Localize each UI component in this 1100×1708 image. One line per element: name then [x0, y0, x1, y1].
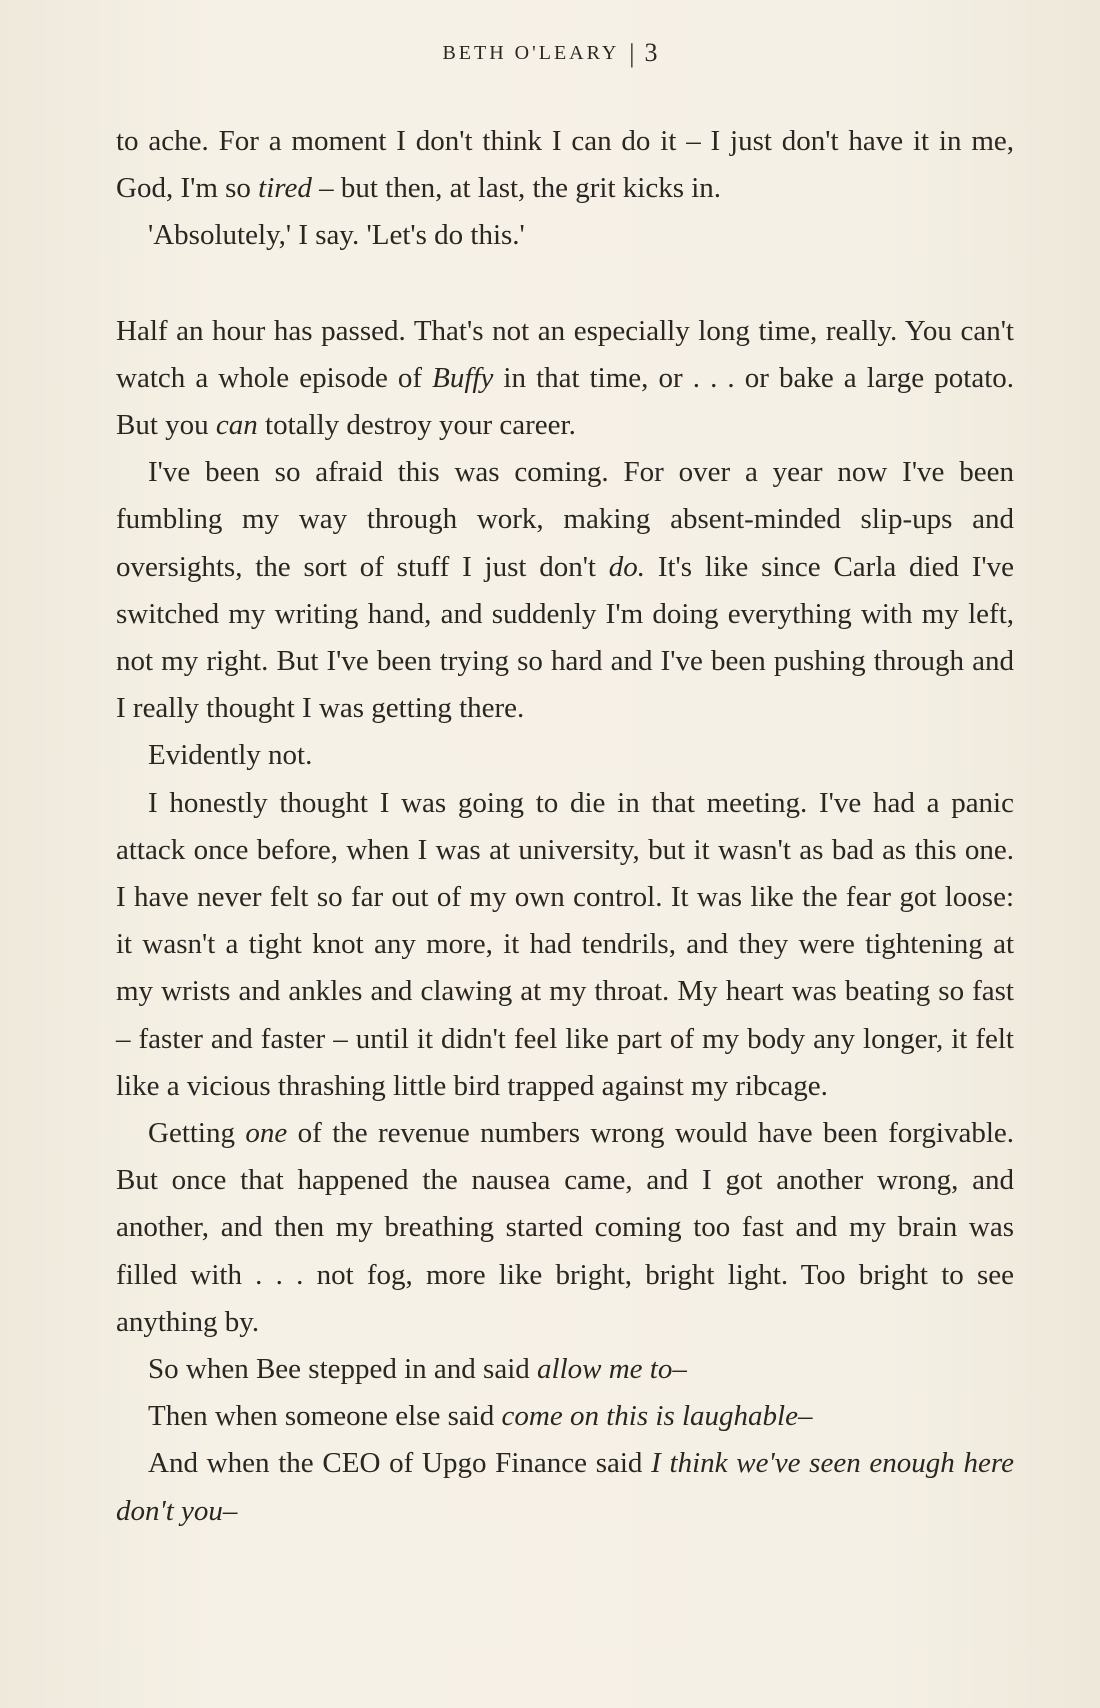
paragraph-p4	[116, 449, 1014, 732]
italic-text: allow me to–	[537, 1353, 687, 1386]
paragraph-p3	[116, 308, 1014, 450]
paragraph-p1	[116, 118, 1014, 212]
header-separator: |	[629, 39, 635, 68]
italic-text: Buffy	[432, 361, 494, 394]
paragraph-p7	[116, 1110, 1014, 1346]
text-run: So when Bee stepped in and said	[148, 1353, 538, 1386]
italic-text: come on this is laughable–	[501, 1400, 813, 1433]
paragraph-p5	[116, 732, 1014, 779]
text-run: I honestly thought I was going to die in that meeting. I've had a panic attack once before, when I was at university, but it wasn't as bad as this one. I have never felt so far out of my own control. It was like the fear got loose: it wasn't a tight knot any more, it had tendrils, and they were tightening at my wrists and ankles and clawing at my throat. My heart was beating so fast – faster and faster – until it didn't feel like part of my body any longer, it felt like a vicious thrashing little bird trapped against my ribcage.	[116, 786, 1014, 1102]
text-run: in that time, or . . . or bake a large potato. But you	[116, 361, 1014, 442]
italic-text: can	[215, 409, 258, 442]
paragraph-p6	[116, 780, 1014, 1110]
text-run: Evidently not.	[148, 739, 313, 772]
italic-text: I think we've seen enough here don't you–	[116, 1447, 1014, 1527]
text-run: – but then, at last, the grit kicks in.	[311, 172, 722, 205]
text-run: Getting	[148, 1117, 246, 1150]
paragraph-p8	[116, 1346, 1014, 1393]
text-run: of the revenue numbers wrong would have been forgivable. But once that happened the nausea came, and I got another wrong, and another, and then my breathing started coming too fast and my brain was filled with . . . not fog, more like bright, bright light. Too bright to see anything by.	[116, 1117, 1014, 1338]
page-number: 3	[644, 38, 658, 67]
running-header	[0, 38, 1100, 69]
header-author: BETH O'LEARY	[442, 42, 620, 64]
body-text	[116, 118, 1014, 1535]
text-run: And when the CEO of Upgo Finance said	[148, 1447, 652, 1480]
paragraph-p2	[116, 212, 1014, 259]
text-run: Then when someone else said	[148, 1400, 502, 1433]
text-run: to ache. For a moment I don't think I can do it – I just don't have it in me, God, I'm so	[116, 125, 1014, 205]
text-run: 'Absolutely,' I say. 'Let's do this.'	[148, 219, 525, 252]
italic-text: tired	[258, 172, 312, 205]
paragraph-p10	[116, 1440, 1014, 1534]
text-run: I've been so afraid this was coming. For over a year now I've been fumbling my way through work, making absent-minded slip-ups and oversights, the sort of stuff I just don't	[116, 456, 1014, 583]
italic-text: do.	[608, 550, 646, 583]
italic-text: one	[245, 1117, 288, 1150]
text-run: totally destroy your career.	[257, 409, 576, 442]
paragraph-p9	[116, 1393, 1014, 1440]
text-run: Half an hour has passed. That's not an especially long time, really. You can't watch a whole episode of	[116, 314, 1014, 394]
text-run: It's like since Carla died I've switched my writing hand, and suddenly I'm doing everything with my left, not my right. But I've been trying so hard and I've been pushing through and I really thought I was getting there.	[116, 550, 1014, 725]
